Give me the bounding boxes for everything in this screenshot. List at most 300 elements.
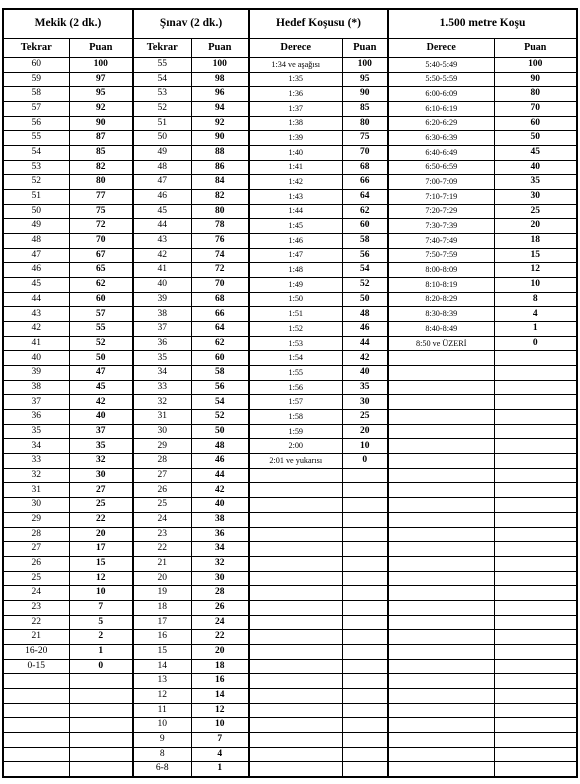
table-row xyxy=(3,600,577,615)
hedef-puan-cell: 20 xyxy=(342,424,388,439)
mekik-tekrar-cell: 37 xyxy=(3,395,69,410)
hedef-puan-cell xyxy=(342,674,388,689)
kosu-derece-cell xyxy=(388,718,494,733)
mekik-tekrar-cell: 41 xyxy=(3,336,69,351)
sinav-tekrar-cell: 36 xyxy=(133,336,191,351)
table-row xyxy=(3,307,577,322)
hedef-derece-cell xyxy=(249,732,342,747)
table-row xyxy=(3,439,577,454)
kosu-puan-cell xyxy=(494,468,577,483)
table-row xyxy=(3,72,577,87)
hedef-puan-cell xyxy=(342,600,388,615)
sinav-tekrar-cell: 46 xyxy=(133,190,191,205)
hedef-puan-cell: 70 xyxy=(342,146,388,161)
hedef-derece-cell xyxy=(249,527,342,542)
kosu-derece-cell xyxy=(388,674,494,689)
kosu-puan-cell: 45 xyxy=(494,146,577,161)
sinav-tekrar-cell: 22 xyxy=(133,542,191,557)
sinav-puan-cell: 54 xyxy=(191,395,249,410)
hedef-puan-cell: 68 xyxy=(342,160,388,175)
sinav-tekrar-cell: 39 xyxy=(133,292,191,307)
hedef-derece-cell: 1:58 xyxy=(249,410,342,425)
mekik-tekrar-cell xyxy=(3,688,69,703)
kosu-puan-cell xyxy=(494,527,577,542)
mekik-tekrar-cell: 56 xyxy=(3,116,69,131)
table-row xyxy=(3,366,577,381)
table-row xyxy=(3,131,577,146)
hedef-derece-cell xyxy=(249,512,342,527)
kosu-puan-cell: 18 xyxy=(494,234,577,249)
hedef-derece-cell: 1:46 xyxy=(249,234,342,249)
hedef-derece-cell xyxy=(249,674,342,689)
mekik-puan-cell: 90 xyxy=(69,116,133,131)
hedef-puan-cell xyxy=(342,468,388,483)
mekik-puan-cell: 5 xyxy=(69,615,133,630)
mekik-puan-cell: 10 xyxy=(69,586,133,601)
hedef-puan-cell xyxy=(342,762,388,777)
hedef-derece-cell xyxy=(249,483,342,498)
group-header-row xyxy=(3,9,577,39)
sinav-puan-cell: 22 xyxy=(191,630,249,645)
hedef-puan-cell xyxy=(342,586,388,601)
kosu-derece-cell: 8:40-8:49 xyxy=(388,322,494,337)
kosu-derece-cell xyxy=(388,454,494,469)
table-row xyxy=(3,278,577,293)
mekik-tekrar-cell: 47 xyxy=(3,248,69,263)
table-row xyxy=(3,87,577,102)
hedef-puan-cell xyxy=(342,483,388,498)
sinav-tekrar-cell: 33 xyxy=(133,380,191,395)
sinav-tekrar-cell: 54 xyxy=(133,72,191,87)
mekik-tekrar-cell: 55 xyxy=(3,131,69,146)
hedef-puan-cell: 40 xyxy=(342,366,388,381)
hedef-puan-cell xyxy=(342,732,388,747)
sinav-puan-cell: 70 xyxy=(191,278,249,293)
kosu-puan-cell xyxy=(494,674,577,689)
sinav-puan-cell: 82 xyxy=(191,190,249,205)
column-header-mekik-puan: Puan xyxy=(69,39,133,58)
table-row xyxy=(3,703,577,718)
mekik-puan-cell: 22 xyxy=(69,512,133,527)
mekik-tekrar-cell: 54 xyxy=(3,146,69,161)
kosu-puan-cell xyxy=(494,454,577,469)
sinav-puan-cell: 50 xyxy=(191,424,249,439)
hedef-puan-cell xyxy=(342,571,388,586)
hedef-puan-cell: 30 xyxy=(342,395,388,410)
sinav-tekrar-cell: 32 xyxy=(133,395,191,410)
sinav-puan-cell: 46 xyxy=(191,454,249,469)
sinav-puan-cell: 20 xyxy=(191,644,249,659)
mekik-puan-cell: 1 xyxy=(69,644,133,659)
mekik-puan-cell xyxy=(69,688,133,703)
sinav-puan-cell: 56 xyxy=(191,380,249,395)
hedef-derece-cell: 1:56 xyxy=(249,380,342,395)
kosu-derece-cell: 6:00-6:09 xyxy=(388,87,494,102)
hedef-puan-cell: 42 xyxy=(342,351,388,366)
kosu-puan-cell: 0 xyxy=(494,336,577,351)
kosu-puan-cell: 35 xyxy=(494,175,577,190)
kosu-derece-cell: 8:00-8:09 xyxy=(388,263,494,278)
table-row xyxy=(3,644,577,659)
kosu-derece-cell: 7:30-7:39 xyxy=(388,219,494,234)
kosu-derece-cell xyxy=(388,439,494,454)
mekik-tekrar-cell: 30 xyxy=(3,498,69,513)
kosu-puan-cell: 80 xyxy=(494,87,577,102)
hedef-derece-cell xyxy=(249,644,342,659)
mekik-puan-cell xyxy=(69,674,133,689)
hedef-derece-cell xyxy=(249,571,342,586)
mekik-tekrar-cell xyxy=(3,718,69,733)
mekik-puan-cell: 80 xyxy=(69,175,133,190)
hedef-derece-cell: 1:57 xyxy=(249,395,342,410)
hedef-derece-cell: 1:40 xyxy=(249,146,342,161)
table-row xyxy=(3,586,577,601)
hedef-derece-cell xyxy=(249,468,342,483)
kosu-derece-cell xyxy=(388,747,494,762)
kosu-derece-cell: 5:40-5:49 xyxy=(388,58,494,73)
hedef-puan-cell: 25 xyxy=(342,410,388,425)
table-row xyxy=(3,219,577,234)
kosu-puan-cell: 12 xyxy=(494,263,577,278)
mekik-tekrar-cell: 44 xyxy=(3,292,69,307)
hedef-puan-cell: 60 xyxy=(342,219,388,234)
hedef-puan-cell: 54 xyxy=(342,263,388,278)
table-row xyxy=(3,322,577,337)
table-row xyxy=(3,424,577,439)
hedef-puan-cell: 46 xyxy=(342,322,388,337)
kosu-derece-cell xyxy=(388,732,494,747)
mekik-puan-cell: 47 xyxy=(69,366,133,381)
hedef-derece-cell: 1:50 xyxy=(249,292,342,307)
sinav-puan-cell: 92 xyxy=(191,116,249,131)
mekik-puan-cell: 25 xyxy=(69,498,133,513)
mekik-puan-cell xyxy=(69,703,133,718)
mekik-puan-cell: 67 xyxy=(69,248,133,263)
hedef-puan-cell: 35 xyxy=(342,380,388,395)
sinav-tekrar-cell: 15 xyxy=(133,644,191,659)
kosu-puan-cell xyxy=(494,424,577,439)
kosu-derece-cell: 8:30-8:39 xyxy=(388,307,494,322)
hedef-derece-cell xyxy=(249,762,342,777)
sinav-tekrar-cell: 26 xyxy=(133,483,191,498)
mekik-tekrar-cell: 46 xyxy=(3,263,69,278)
sinav-tekrar-cell: 52 xyxy=(133,102,191,117)
sinav-tekrar-cell: 11 xyxy=(133,703,191,718)
mekik-tekrar-cell: 38 xyxy=(3,380,69,395)
sinav-puan-cell: 68 xyxy=(191,292,249,307)
hedef-puan-cell: 75 xyxy=(342,131,388,146)
sinav-tekrar-cell: 6-8 xyxy=(133,762,191,777)
kosu-derece-cell xyxy=(388,498,494,513)
kosu-puan-cell xyxy=(494,498,577,513)
mekik-tekrar-cell: 25 xyxy=(3,571,69,586)
hedef-puan-cell xyxy=(342,703,388,718)
sinav-tekrar-cell: 19 xyxy=(133,586,191,601)
mekik-tekrar-cell xyxy=(3,762,69,777)
sinav-tekrar-cell: 53 xyxy=(133,87,191,102)
kosu-puan-cell xyxy=(494,600,577,615)
kosu-derece-cell xyxy=(388,762,494,777)
sinav-tekrar-cell: 14 xyxy=(133,659,191,674)
mekik-tekrar-cell: 50 xyxy=(3,204,69,219)
mekik-puan-cell xyxy=(69,718,133,733)
kosu-derece-cell: 7:00-7:09 xyxy=(388,175,494,190)
sinav-tekrar-cell: 51 xyxy=(133,116,191,131)
kosu-puan-cell: 90 xyxy=(494,72,577,87)
kosu-puan-cell xyxy=(494,762,577,777)
hedef-derece-cell xyxy=(249,703,342,718)
table-row xyxy=(3,160,577,175)
table-row xyxy=(3,674,577,689)
mekik-tekrar-cell: 42 xyxy=(3,322,69,337)
hedef-derece-cell xyxy=(249,659,342,674)
hedef-puan-cell: 56 xyxy=(342,248,388,263)
table-row xyxy=(3,380,577,395)
sinav-puan-cell: 10 xyxy=(191,718,249,733)
hedef-puan-cell xyxy=(342,688,388,703)
sinav-tekrar-cell: 29 xyxy=(133,439,191,454)
sinav-puan-cell: 40 xyxy=(191,498,249,513)
sinav-tekrar-cell: 48 xyxy=(133,160,191,175)
hedef-puan-cell: 58 xyxy=(342,234,388,249)
mekik-tekrar-cell: 32 xyxy=(3,468,69,483)
hedef-derece-cell: 2:01 ve yukarısı xyxy=(249,454,342,469)
sinav-puan-cell: 64 xyxy=(191,322,249,337)
mekik-puan-cell: 87 xyxy=(69,131,133,146)
kosu-puan-cell xyxy=(494,542,577,557)
kosu-derece-cell: 6:30-6:39 xyxy=(388,131,494,146)
table-row xyxy=(3,718,577,733)
table-row xyxy=(3,615,577,630)
kosu-derece-cell xyxy=(388,630,494,645)
kosu-puan-cell xyxy=(494,615,577,630)
mekik-tekrar-cell: 33 xyxy=(3,454,69,469)
mekik-puan-cell: 17 xyxy=(69,542,133,557)
sinav-puan-cell: 32 xyxy=(191,556,249,571)
kosu-derece-cell xyxy=(388,688,494,703)
mekik-puan-cell: 0 xyxy=(69,659,133,674)
kosu-derece-cell xyxy=(388,586,494,601)
hedef-derece-cell xyxy=(249,688,342,703)
hedef-puan-cell xyxy=(342,747,388,762)
hedef-derece-cell: 1:41 xyxy=(249,160,342,175)
mekik-tekrar-cell: 53 xyxy=(3,160,69,175)
mekik-puan-cell: 52 xyxy=(69,336,133,351)
kosu-derece-cell xyxy=(388,351,494,366)
hedef-derece-cell: 1:59 xyxy=(249,424,342,439)
table-row xyxy=(3,747,577,762)
kosu-puan-cell xyxy=(494,380,577,395)
sinav-tekrar-cell: 27 xyxy=(133,468,191,483)
hedef-puan-cell: 85 xyxy=(342,102,388,117)
sinav-tekrar-cell: 16 xyxy=(133,630,191,645)
kosu-derece-cell: 8:50 ve ÜZERİ xyxy=(388,336,494,351)
kosu-derece-cell xyxy=(388,703,494,718)
mekik-puan-cell: 40 xyxy=(69,410,133,425)
kosu-puan-cell xyxy=(494,659,577,674)
sinav-tekrar-cell: 17 xyxy=(133,615,191,630)
kosu-puan-cell: 1 xyxy=(494,322,577,337)
hedef-derece-cell: 1:37 xyxy=(249,102,342,117)
table-row xyxy=(3,542,577,557)
score-table xyxy=(2,8,578,778)
sinav-puan-cell: 7 xyxy=(191,732,249,747)
table-row xyxy=(3,468,577,483)
kosu-derece-cell xyxy=(388,395,494,410)
hedef-derece-cell: 1:36 xyxy=(249,87,342,102)
mekik-puan-cell: 75 xyxy=(69,204,133,219)
kosu-puan-cell xyxy=(494,351,577,366)
sinav-puan-cell: 96 xyxy=(191,87,249,102)
kosu-puan-cell: 8 xyxy=(494,292,577,307)
kosu-derece-cell: 7:10-7:19 xyxy=(388,190,494,205)
kosu-derece-cell: 7:20-7:29 xyxy=(388,204,494,219)
hedef-derece-cell: 1:47 xyxy=(249,248,342,263)
kosu-puan-cell xyxy=(494,410,577,425)
kosu-puan-cell xyxy=(494,366,577,381)
kosu-derece-cell: 6:50-6:59 xyxy=(388,160,494,175)
kosu-derece-cell xyxy=(388,659,494,674)
table-row xyxy=(3,248,577,263)
hedef-puan-cell xyxy=(342,498,388,513)
kosu-puan-cell: 50 xyxy=(494,131,577,146)
table-body xyxy=(3,58,577,778)
kosu-puan-cell xyxy=(494,688,577,703)
table-row xyxy=(3,102,577,117)
mekik-puan-cell: 62 xyxy=(69,278,133,293)
kosu-puan-cell: 15 xyxy=(494,248,577,263)
kosu-puan-cell: 100 xyxy=(494,58,577,73)
mekik-tekrar-cell: 51 xyxy=(3,190,69,205)
mekik-tekrar-cell: 23 xyxy=(3,600,69,615)
table-row xyxy=(3,688,577,703)
hedef-puan-cell xyxy=(342,630,388,645)
kosu-puan-cell xyxy=(494,703,577,718)
sinav-tekrar-cell: 35 xyxy=(133,351,191,366)
hedef-puan-cell: 66 xyxy=(342,175,388,190)
mekik-puan-cell: 20 xyxy=(69,527,133,542)
hedef-puan-cell: 90 xyxy=(342,87,388,102)
sinav-tekrar-cell: 9 xyxy=(133,732,191,747)
sinav-puan-cell: 36 xyxy=(191,527,249,542)
hedef-puan-cell xyxy=(342,659,388,674)
sinav-tekrar-cell: 8 xyxy=(133,747,191,762)
sinav-puan-cell: 1 xyxy=(191,762,249,777)
sinav-puan-cell: 4 xyxy=(191,747,249,762)
mekik-puan-cell: 32 xyxy=(69,454,133,469)
kosu-derece-cell xyxy=(388,468,494,483)
sinav-tekrar-cell: 28 xyxy=(133,454,191,469)
mekik-tekrar-cell: 52 xyxy=(3,175,69,190)
mekik-tekrar-cell: 31 xyxy=(3,483,69,498)
mekik-puan-cell: 65 xyxy=(69,263,133,278)
mekik-tekrar-cell: 29 xyxy=(3,512,69,527)
sinav-puan-cell: 16 xyxy=(191,674,249,689)
mekik-tekrar-cell xyxy=(3,703,69,718)
sinav-puan-cell: 12 xyxy=(191,703,249,718)
group-header-sinav: Şınav (2 dk.) xyxy=(133,9,249,39)
mekik-puan-cell: 57 xyxy=(69,307,133,322)
hedef-derece-cell: 1:52 xyxy=(249,322,342,337)
mekik-puan-cell: 50 xyxy=(69,351,133,366)
mekik-puan-cell: 2 xyxy=(69,630,133,645)
sinav-puan-cell: 94 xyxy=(191,102,249,117)
sinav-puan-cell: 98 xyxy=(191,72,249,87)
mekik-puan-cell: 37 xyxy=(69,424,133,439)
sinav-tekrar-cell: 31 xyxy=(133,410,191,425)
kosu-puan-cell: 70 xyxy=(494,102,577,117)
sinav-puan-cell: 88 xyxy=(191,146,249,161)
sinav-tekrar-cell: 12 xyxy=(133,688,191,703)
sinav-puan-cell: 86 xyxy=(191,160,249,175)
kosu-derece-cell xyxy=(388,483,494,498)
mekik-tekrar-cell: 0-15 xyxy=(3,659,69,674)
sinav-tekrar-cell: 55 xyxy=(133,58,191,73)
mekik-tekrar-cell: 48 xyxy=(3,234,69,249)
kosu-puan-cell: 60 xyxy=(494,116,577,131)
table-row xyxy=(3,630,577,645)
sinav-tekrar-cell: 43 xyxy=(133,234,191,249)
hedef-derece-cell: 1:44 xyxy=(249,204,342,219)
table-row xyxy=(3,512,577,527)
mekik-tekrar-cell xyxy=(3,732,69,747)
kosu-puan-cell: 25 xyxy=(494,204,577,219)
hedef-derece-cell xyxy=(249,498,342,513)
hedef-puan-cell: 95 xyxy=(342,72,388,87)
table-row xyxy=(3,190,577,205)
hedef-puan-cell xyxy=(342,644,388,659)
table-row xyxy=(3,204,577,219)
hedef-derece-cell xyxy=(249,747,342,762)
sinav-puan-cell: 48 xyxy=(191,439,249,454)
mekik-puan-cell: 35 xyxy=(69,439,133,454)
mekik-puan-cell: 82 xyxy=(69,160,133,175)
sinav-tekrar-cell: 44 xyxy=(133,219,191,234)
sinav-tekrar-cell: 25 xyxy=(133,498,191,513)
sinav-tekrar-cell: 34 xyxy=(133,366,191,381)
sinav-tekrar-cell: 13 xyxy=(133,674,191,689)
group-header-mekik: Mekik (2 dk.) xyxy=(3,9,133,39)
mekik-puan-cell: 45 xyxy=(69,380,133,395)
hedef-puan-cell: 62 xyxy=(342,204,388,219)
kosu-derece-cell xyxy=(388,615,494,630)
sinav-puan-cell: 14 xyxy=(191,688,249,703)
sinav-tekrar-cell: 40 xyxy=(133,278,191,293)
kosu-puan-cell xyxy=(494,630,577,645)
hedef-puan-cell: 52 xyxy=(342,278,388,293)
hedef-puan-cell: 80 xyxy=(342,116,388,131)
mekik-puan-cell: 70 xyxy=(69,234,133,249)
mekik-puan-cell: 30 xyxy=(69,468,133,483)
kosu-derece-cell xyxy=(388,512,494,527)
hedef-derece-cell: 1:48 xyxy=(249,263,342,278)
sinav-puan-cell: 60 xyxy=(191,351,249,366)
table-row xyxy=(3,336,577,351)
kosu-puan-cell xyxy=(494,732,577,747)
table-row xyxy=(3,762,577,777)
table-row xyxy=(3,263,577,278)
hedef-puan-cell: 48 xyxy=(342,307,388,322)
hedef-derece-cell: 1:55 xyxy=(249,366,342,381)
table-row xyxy=(3,498,577,513)
hedef-derece-cell: 1:49 xyxy=(249,278,342,293)
kosu-puan-cell xyxy=(494,718,577,733)
kosu-derece-cell xyxy=(388,366,494,381)
mekik-tekrar-cell: 24 xyxy=(3,586,69,601)
kosu-puan-cell xyxy=(494,571,577,586)
column-header-hedef-derece: Derece xyxy=(249,39,342,58)
table-row xyxy=(3,292,577,307)
